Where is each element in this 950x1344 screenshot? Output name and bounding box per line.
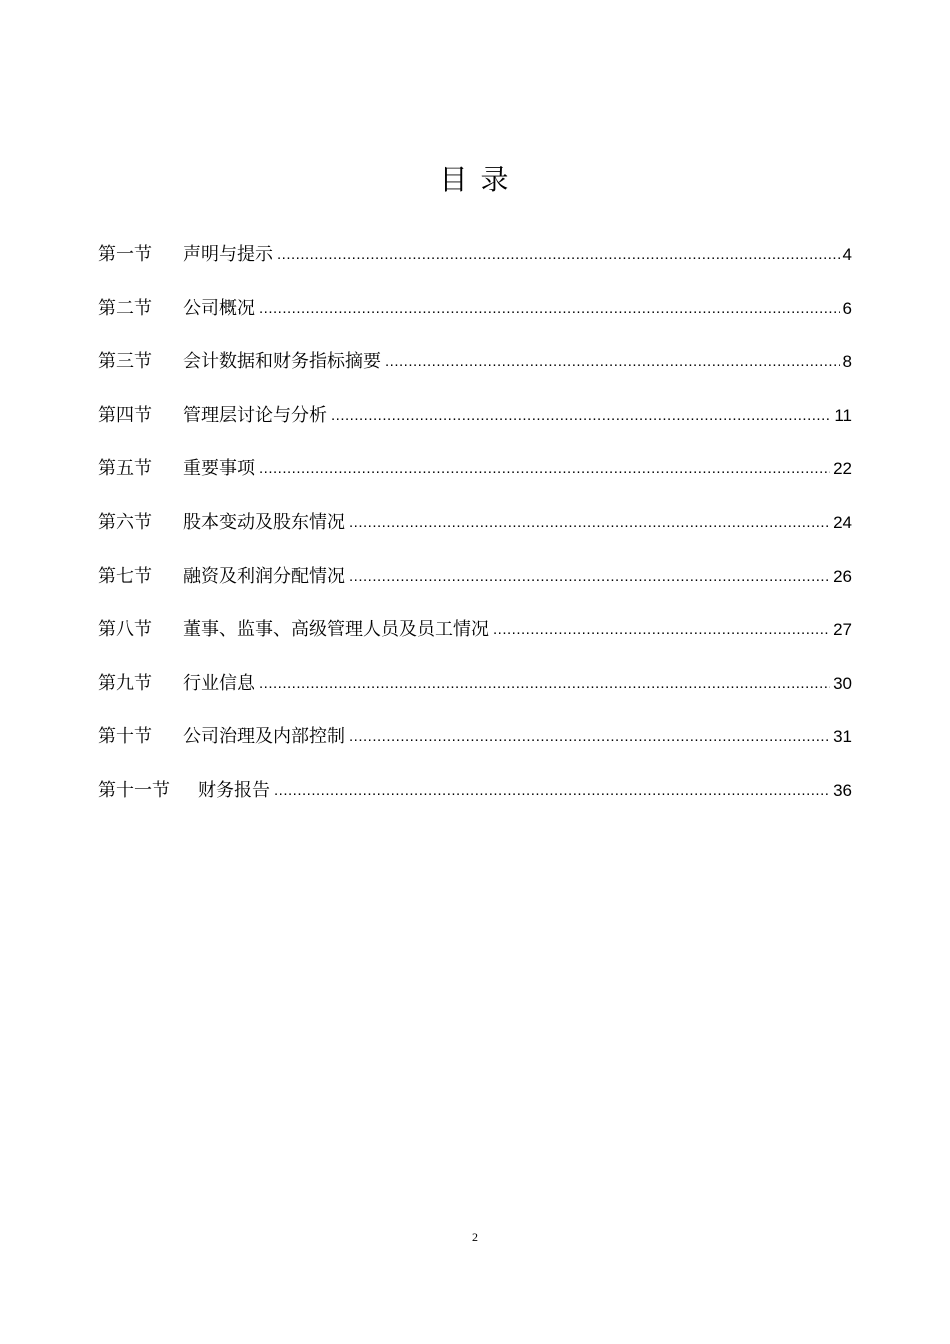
toc-page-number: 8 (842, 352, 852, 372)
toc-section-title: 股本变动及股东情况 (183, 511, 345, 533)
toc-section-title: 会计数据和财务指标摘要 (183, 351, 381, 373)
toc-section-number: 第十节 (98, 726, 152, 748)
toc-section-title: 重要事项 (183, 458, 255, 480)
toc-section-number: 第六节 (98, 511, 152, 533)
toc-page-number: 11 (834, 405, 852, 425)
toc-leader-dots (349, 728, 830, 745)
toc-page-number: 31 (833, 727, 852, 747)
toc-section-number: 第四节 (98, 404, 152, 426)
toc-page-number: 36 (833, 780, 852, 800)
toc-entry[interactable] (98, 401, 852, 455)
toc-entry[interactable] (98, 454, 852, 508)
toc-page-number: 4 (842, 245, 852, 264)
toc-section-title: 融资及利润分配情况 (183, 565, 345, 587)
toc-title: 目 录 (439, 163, 511, 196)
toc-section-number: 第八节 (98, 619, 152, 641)
toc-page-number: 24 (833, 512, 852, 532)
toc-leader-dots (259, 460, 830, 477)
toc-section-title: 管理层讨论与分析 (183, 404, 327, 426)
toc-leader-dots (259, 675, 830, 692)
toc-entry[interactable] (98, 240, 852, 294)
toc-section-title: 声明与提示 (183, 244, 273, 265)
toc-section-title: 公司概况 (183, 297, 255, 319)
toc-entry[interactable] (98, 347, 852, 401)
toc-page-number: 22 (833, 459, 852, 479)
toc-section-number: 第一节 (98, 244, 152, 265)
toc-entry[interactable] (98, 776, 852, 830)
toc-section-number: 第九节 (98, 672, 152, 694)
toc-section-number: 第三节 (98, 351, 152, 373)
toc-section-title: 财务报告 (198, 779, 270, 801)
toc-leader-dots (385, 353, 840, 370)
toc-leader-dots (349, 514, 830, 531)
toc-section-title: 公司治理及内部控制 (183, 726, 345, 748)
toc-section-number: 第十一节 (98, 779, 170, 801)
toc-entry[interactable] (98, 562, 852, 616)
toc-section-number: 第二节 (98, 297, 152, 319)
toc-leader-dots (331, 407, 831, 424)
toc-leader-dots (277, 246, 840, 263)
toc-entry[interactable] (98, 669, 852, 723)
toc-entry[interactable] (98, 722, 852, 776)
page-number: 2 (472, 1230, 478, 1244)
toc-page-number: 27 (833, 620, 852, 640)
toc-leader-dots (493, 621, 830, 638)
toc-entry[interactable] (98, 294, 852, 348)
toc-leader-dots (259, 300, 840, 317)
toc-entry[interactable] (98, 615, 852, 669)
toc-page-number: 6 (842, 298, 852, 318)
toc-section-title: 行业信息 (183, 672, 255, 694)
toc-page-number: 30 (833, 673, 852, 693)
toc-section-number: 第七节 (98, 565, 152, 587)
toc-entry[interactable] (98, 508, 852, 562)
toc-leader-dots (274, 782, 830, 799)
toc-leader-dots (349, 568, 830, 585)
toc-section-number: 第五节 (98, 458, 152, 480)
toc-page-number: 26 (833, 566, 852, 586)
toc-section-title: 董事、监事、高级管理人员及员工情况 (183, 619, 489, 641)
toc-list (98, 240, 852, 830)
